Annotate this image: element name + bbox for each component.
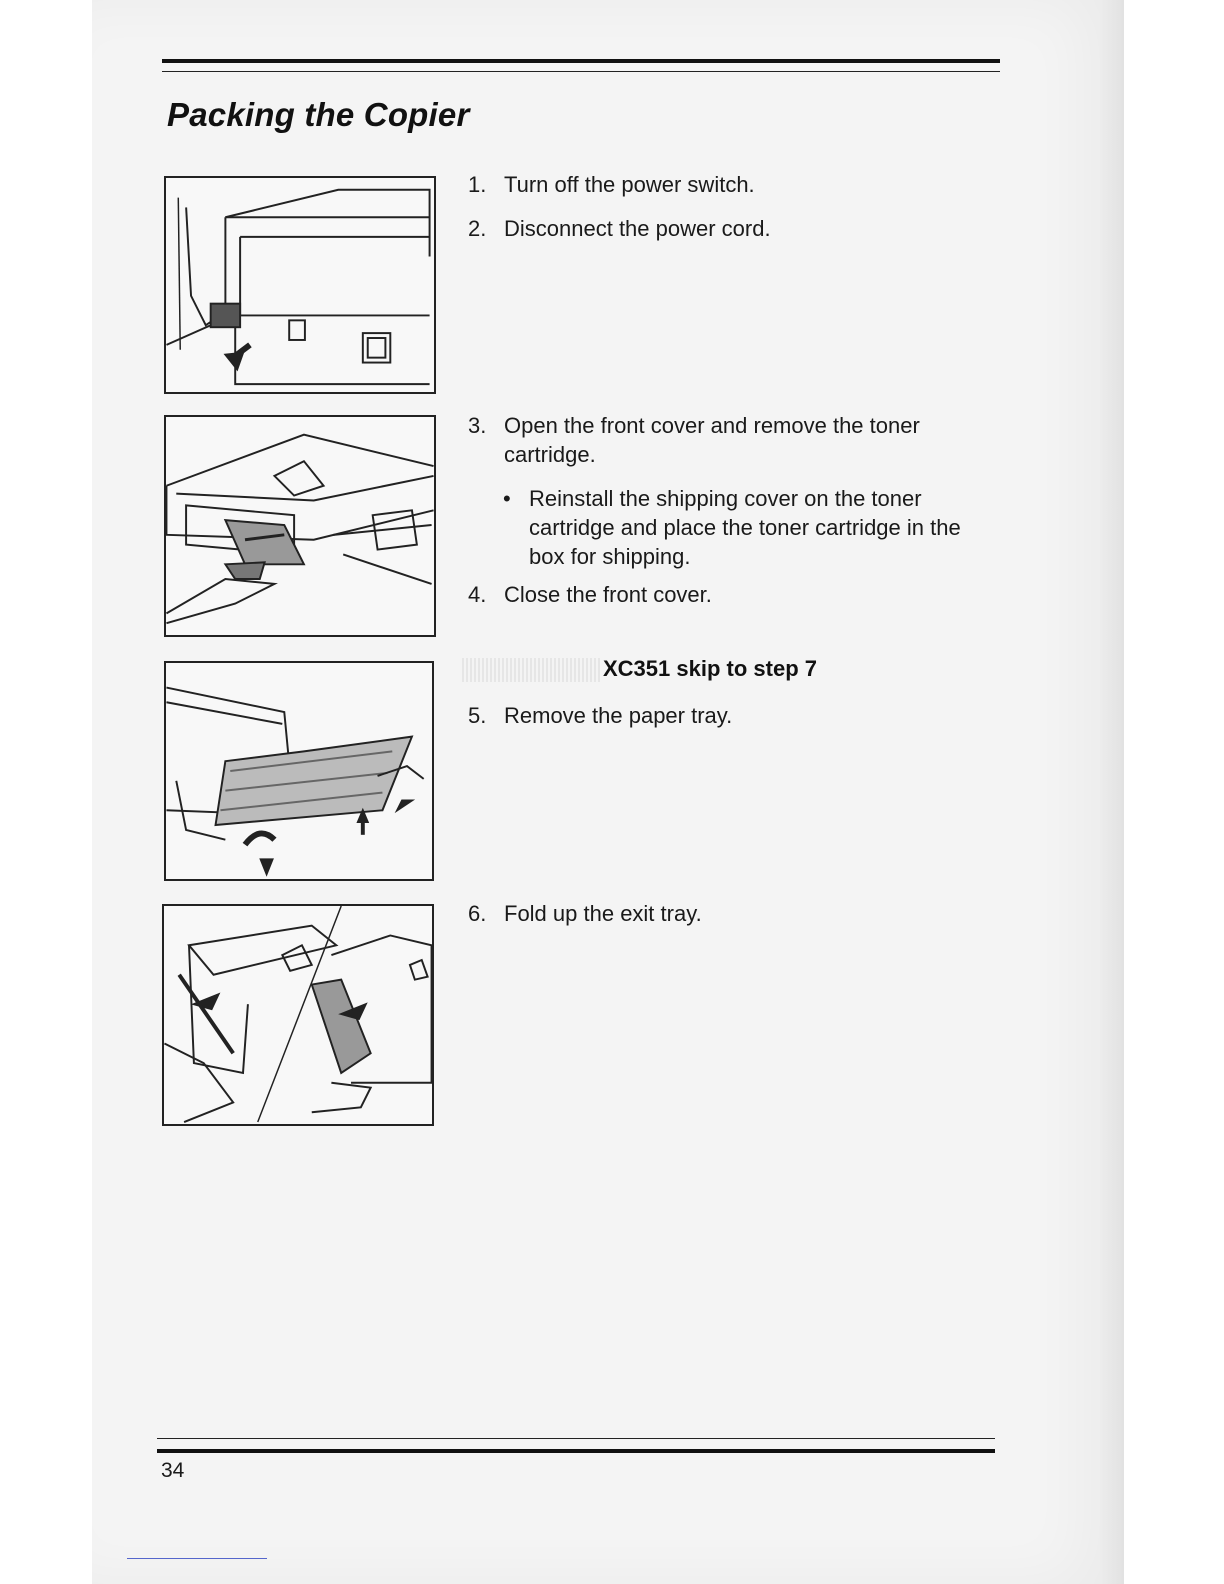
step-6: [468, 899, 702, 928]
step-text: Open the front cover and remove the toner cartridge.: [504, 413, 920, 467]
remove-paper-tray-illustration: [164, 661, 434, 881]
page-title: Packing the Copier: [167, 96, 470, 133]
fold-exit-tray-illustration: [162, 904, 434, 1126]
step-text: Turn off the power switch.: [504, 172, 755, 197]
model-skip-note: XC351 skip to step 7: [603, 656, 817, 681]
step-1: [468, 170, 755, 199]
step-5: [468, 701, 732, 730]
footer-rule-thin: [157, 1438, 995, 1439]
header-rule-thick: [162, 59, 1000, 63]
step-text: Disconnect the power cord.: [504, 216, 771, 241]
toner-shipping-bullet: [503, 484, 983, 571]
step-number: 4.: [468, 582, 487, 607]
step-text: Remove the paper tray.: [504, 703, 733, 728]
footer-rule-thick: [157, 1449, 995, 1453]
page-number: 34: [161, 1459, 185, 1482]
header-rule-thin: [162, 71, 1000, 72]
remove-toner-cartridge-illustration: [164, 415, 436, 637]
step-text: Fold up the exit tray.: [504, 901, 702, 926]
bullet-icon: •: [503, 486, 511, 511]
step-text: Close the front cover.: [504, 582, 712, 607]
scan-artifact-line: [127, 1558, 267, 1559]
note-shading: [462, 658, 602, 682]
step-number: 1.: [468, 172, 487, 197]
step-4: [468, 580, 712, 609]
step-3: [468, 411, 988, 469]
step-number: 6.: [468, 901, 487, 926]
step-2: [468, 214, 771, 243]
bullet-text: Reinstall the shipping cover on the toner cartridge and place the toner cartridge in the box for shipping.: [529, 486, 961, 569]
step-number: 3.: [468, 413, 487, 438]
disconnect-power-cord-illustration: [164, 176, 436, 394]
step-number: 2.: [468, 216, 487, 241]
step-number: 5.: [468, 703, 487, 728]
page-edge: [1100, 0, 1124, 1584]
